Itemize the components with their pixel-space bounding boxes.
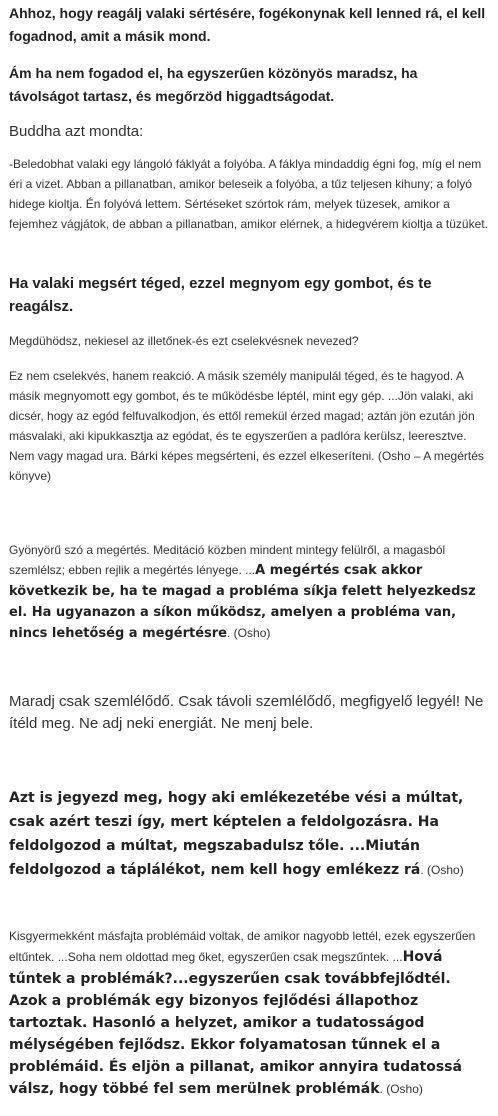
understanding-paragraph: [9, 540, 489, 644]
growth-text: Kisgyermekként másfajta problémáid voltak, de amikor nagyobb lettél, ezek egyszerűen eltűntek. ...Soha nem oldottad meg őket, egyszerűen csak megszűntek. ...: [9, 929, 476, 964]
intro-paragraph-1: Ahhoz, hogy reagálj valaki sértésére, fogékonynak kell lenned rá, el kell fogadnod, amit a másik mond.: [9, 5, 486, 44]
buddha-quote: -Beledobhat valaki egy lángoló fáklyát a folyóba. A fáklya mindaddig égni fog, míg el nem éri a vizet. Abban a pillanatban, amikor beleseik a folyóba, a tűz teljesen kihuny; a folyó hidege kioltja. Én folyóvá lettem. Sértéseket szórtok rám, melyek tüzesek, amikor a fejemhez vágjátok, de abban a pillanatban, amikor elérnek, a hidegvérem kioltja a tüzüket.: [9, 157, 488, 231]
button-heading: Ha valaki megsért téged, ezzel megnyom egy gombot, és te reagálsz.: [9, 275, 432, 315]
growth-paragraph: [9, 926, 489, 1100]
memory-cite: . (Osho): [420, 863, 464, 877]
understanding-text: Gyönyörű szó a megértés. Meditáció közben mindent mintegy felülről, a magasból szemlélsz; ebben rejlik a megértés lényege. ...: [9, 543, 446, 577]
intro-paragraph-2: Ám ha nem fogadod el, ha egyszerűen közönyös maradsz, ha távolságot tartasz, és megőrzöd higgadtságodat.: [9, 65, 418, 104]
button-text: Ez nem cselekvés, hanem reakció. A másik személy manipulál téged, és te hagyod. A másik megnyomott egy gombot, és te működésbe léptél, mint egy gép. ...Jön valaki, aki dicsér, hogy az egód felfuvalkodjon, és ettől remekül érzed magad; aztán jön ezután jön másvalaki, aki kipukkasztja az egódat, és te egyszerűen a padlóra kerülsz, leeresztve. Nem vagy magad ura. Bárki képes megsérteni, és ezzel elkeseríteni. (Osho – A megértés könyve): [9, 369, 484, 483]
understanding-strong: A megértés csak akkor következik be, ha te magad a probléma síkja felett helyezkedsz el. Ha ugyanazon a síkon működsz, amelyen a probléma van, nincs lehetőség a megértésre: [9, 563, 476, 641]
growth-strong: Hová tűntek a problémák?...egyszerűen csak továbbfejlődtél. Azok a problémák egy bizonyos fejlődési állapothoz tartoztak. Hasonló a helyzet, amikor a tudatosságod mélységében fejlődsz. Ekkor folyamatosan tűnnek el a problémáid. És eljön a pillanat, amikor annyira tudatossá válsz, hogy többé fel sem merülnek problémák: [9, 949, 462, 1097]
button-question: Megdühödsz, nekiesel az illetőnek-és ezt cselekvésnek nevezed?: [9, 334, 359, 348]
buddha-lead: Buddha azt mondta:: [9, 123, 144, 140]
growth-cite: . (Osho): [379, 1082, 423, 1096]
memory-strong: Azt is jegyezd meg, hogy aki emlékezetébe vési a múltat, csak azért teszi így, mert képtelen a feldolgozásra. Ha feldolgozod a múltat, megszabadulsz tőle. ...Miután feldolgozod a táplálékot, nem kell hogy emlékezz rá: [9, 790, 464, 878]
observer-paragraph: Maradj csak szemlélődő. Csak távoli szemlélődő, megfigyelő legyél! Ne ítéld meg. Ne adj neki energiát. Ne menj bele.: [9, 693, 484, 732]
memory-paragraph: [9, 786, 489, 882]
understanding-cite: . (Osho): [227, 626, 271, 640]
